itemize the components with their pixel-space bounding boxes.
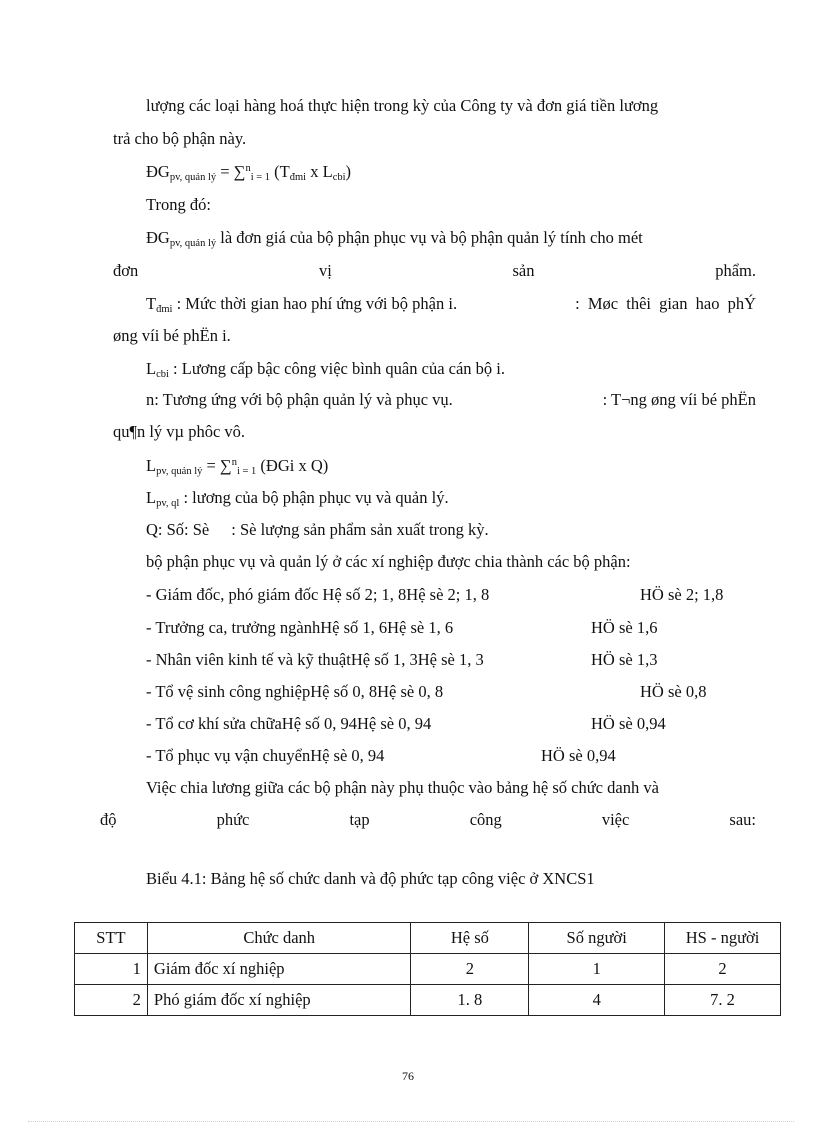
column-header: Hệ số [411, 923, 529, 954]
l-definition: $L_{cbi}$ : Lương cấp bậc công việc bình quân của cán bộ i. [146, 359, 506, 380]
dg-definition: $ĐG_{pv, quản lý}$ là đơn giá của bộ phận phục vụ và bộ phận quản lý tính cho mét [146, 228, 643, 249]
lpv-definition: $L_{pv, ql}$ : lương của bộ phận phục vụ và quản lý. [146, 488, 449, 509]
paragraph-text: qu¶n lý vµ phôc vô. [113, 422, 246, 441]
paragraph-text: bộ phận phục vụ và quản lý ở các xí nghiệp được chia thành các bộ phận: [146, 552, 631, 571]
table-cell: Phó giám đốc xí nghiệp [147, 985, 411, 1016]
column-header: STT [75, 923, 148, 954]
table-cell: 1 [75, 954, 148, 985]
list-item-garbled: HÖ sè 1,6 [591, 618, 658, 637]
t-definition: $T_{đmi}$ : Mức thời gian hao phí ứng với bộ phận i. [146, 294, 458, 315]
list-item-garbled: HÖ sè 1,3 [591, 650, 658, 669]
table-caption: Biểu 4.1: Bảng hệ số chức danh và độ phức tạp công việc ở XNCS1 [146, 869, 595, 888]
garbled-text: : Møc thêi gian hao phÝ [575, 294, 756, 313]
table-cell: 1. 8 [411, 985, 529, 1016]
page-bottom-divider [28, 1121, 794, 1122]
trong-do-label: Trong đó: [146, 195, 211, 214]
paragraph-text: lượng các loại hàng hoá thực hiện trong kỳ của Công ty và đơn giá tiền lương [146, 96, 659, 115]
table-cell: 2 [75, 985, 148, 1016]
formula-l: $L_{pv, quản lý} = \sum^n_{i = 1}$ (ĐGi x Q) [146, 456, 329, 477]
table-cell: 1 [529, 954, 665, 985]
formula-dg: $ĐG_{pv, quản lý} = \sum^n_{i = 1}$ ($T_{đmi}$ x $L_{cbi}$) [146, 162, 352, 183]
paragraph-text: trả cho bộ phận này. [113, 129, 247, 148]
garbled-text: : T¬ng øng víi bé phËn [602, 390, 756, 409]
table-cell: 4 [529, 985, 665, 1016]
column-header: Số người [529, 923, 665, 954]
table-header-row [75, 923, 781, 954]
justified-line: đơn vị sản phẩm. [113, 261, 756, 280]
paragraph-text: øng víi bé phËn i. [113, 326, 231, 345]
coefficient-table [74, 922, 781, 1016]
list-item-garbled: HÖ sè 0,94 [541, 746, 616, 765]
table-row [75, 954, 781, 985]
n-definition: n: Tương ứng với bộ phận quản lý và phục vụ. [146, 390, 453, 409]
list-item-garbled: HÖ sè 0,8 [640, 682, 707, 701]
list-item: - Trưởng ca, trưởng ngànhHệ số 1, 6Hệ sè 1, 6 [146, 618, 454, 637]
list-item: - Nhân viên kinh tế và kỹ thuậtHệ số 1, 3Hệ sè 1, 3 [146, 650, 484, 669]
column-header: Chức danh [147, 923, 411, 954]
list-item-garbled: HÖ sè 0,94 [591, 714, 666, 733]
column-header: HS - người [665, 923, 781, 954]
list-item: - Tổ phục vụ vận chuyểnHệ sè 0, 94 [146, 746, 385, 765]
page-number: 76 [402, 1069, 414, 1083]
table-row [75, 985, 781, 1016]
justified-line: độ phức tạp công việc sau: [100, 810, 756, 829]
list-item: - Giám đốc, phó giám đốc Hệ số 2; 1, 8Hệ sè 2; 1, 8 [146, 585, 490, 604]
table-cell: Giám đốc xí nghiệp [147, 954, 411, 985]
list-item: - Tổ cơ khí sửa chữaHệ số 0, 94Hệ sè 0, 94 [146, 714, 432, 733]
table-cell: 2 [665, 954, 781, 985]
table-cell: 7. 2 [665, 985, 781, 1016]
list-item: - Tổ vệ sinh công nghiệpHệ số 0, 8Hệ sè 0, 8 [146, 682, 444, 701]
q-definition: Q: Số: Sè : Sè lượng sản phẩm sản xuất trong kỳ. [146, 520, 489, 539]
paragraph-text: Việc chia lương giữa các bộ phận này phụ thuộc vào bảng hệ số chức danh và [146, 778, 659, 797]
list-item-garbled: HÖ sè 2; 1,8 [640, 585, 724, 604]
table-cell: 2 [411, 954, 529, 985]
